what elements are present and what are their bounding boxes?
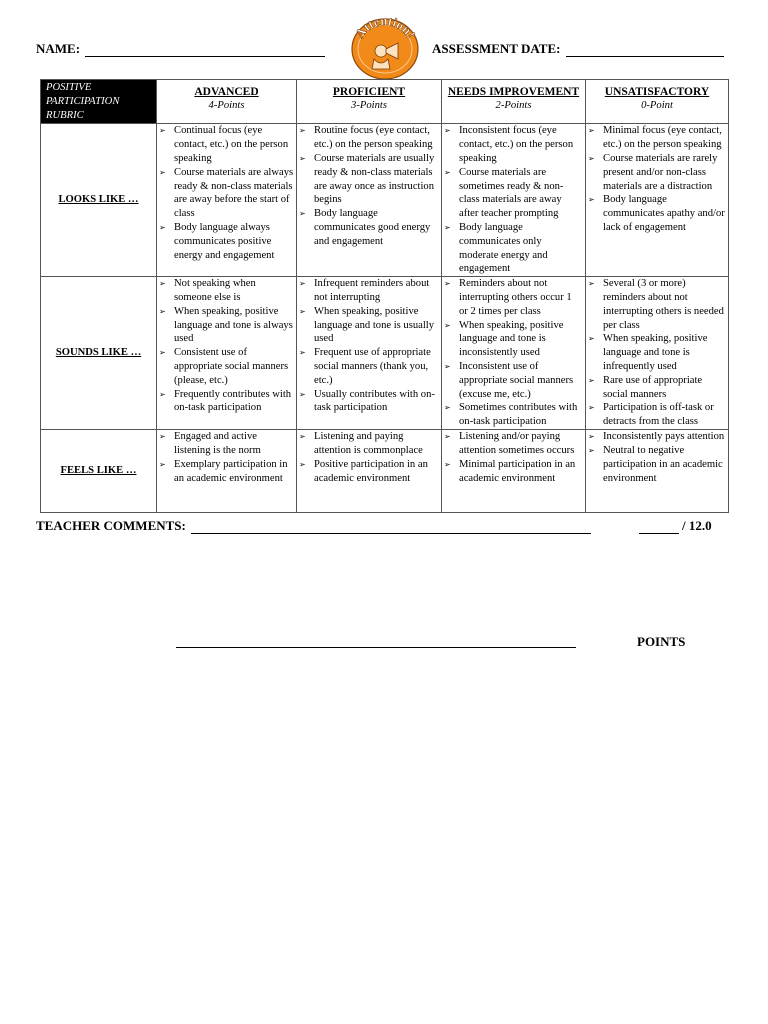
criterion-item: ➢ Inconsistently pays attention [586, 430, 726, 444]
assessment-date-label: ASSESSMENT DATE: [432, 41, 561, 56]
criterion-item: ➢ Participation is off-task or detracts from the class [586, 401, 726, 429]
criterion-item: ➢ Body language always communicates positive energy and engagement [157, 221, 294, 262]
assessment-date-blank-line[interactable] [566, 56, 724, 57]
criterion-item: ➢ Infrequent reminders about not interrupting [297, 277, 439, 305]
criterion-item: ➢ Course materials are sometimes ready & non-class materials are away after teacher prompting [442, 166, 583, 221]
criterion-item: ➢ Course materials are usually ready & non-class materials are away once as instruction begins [297, 152, 439, 207]
criterion-item: ➢ Usually contributes with on-task participation [297, 388, 439, 416]
logo-text: Attention! [351, 15, 419, 41]
criterion-item: ➢ When speaking, positive language and tone is inconsistently used [442, 319, 583, 360]
teacher-comments-line[interactable] [191, 533, 591, 534]
teacher-comments-label: TEACHER COMMENTS: [36, 518, 186, 533]
criterion-item: ➢ Engaged and active listening is the norm [157, 430, 294, 458]
name-blank-line[interactable] [85, 56, 325, 57]
rubric-cell [157, 124, 297, 277]
level-proficient [297, 80, 442, 124]
row-label-looks-like: LOOKS LIKE … [41, 124, 157, 277]
criterion-item: ➢ Several (3 or more) reminders about not interrupting others is needed per class [586, 277, 726, 332]
criterion-item: ➢ Rare use of appropriate social manners [586, 374, 726, 402]
criterion-item: ➢ Not speaking when someone else is [157, 277, 294, 305]
rubric-header-row [41, 80, 729, 124]
assessment-date-field [432, 41, 724, 57]
criterion-item: ➢ Positive participation in an academic environment [297, 458, 439, 486]
criterion-item: ➢ Reminders about not interrupting others occur 1 or 2 times per class [442, 277, 583, 318]
criterion-item: ➢ Body language communicates only moderate energy and engagement [442, 221, 583, 276]
attention-logo-icon [348, 15, 422, 81]
criterion-item: ➢ Continual focus (eye contact, etc.) on the person speaking [157, 124, 294, 165]
criterion-item: ➢ Body language communicates apathy and/or lack of engagement [586, 193, 726, 234]
criterion-item: ➢ Consistent use of appropriate social manners (please, etc.) [157, 346, 294, 387]
rubric-cell [157, 430, 297, 513]
level-points: 0-Point [641, 100, 673, 111]
criterion-item: ➢ When speaking, positive language and tone is usually used [297, 305, 439, 346]
level-points: 2-Points [495, 100, 532, 111]
criterion-item: ➢ Inconsistent focus (eye contact, etc.) on the person speaking [442, 124, 583, 165]
criterion-item: ➢ Sometimes contributes with on-task participation [442, 401, 583, 429]
level-name: PROFICIENT [332, 86, 406, 98]
criterion-item: ➢ Minimal focus (eye contact, etc.) on the person speaking [586, 124, 726, 152]
level-needs-improvement [442, 80, 586, 124]
criterion-item: ➢ Neutral to negative participation in an academic environment [586, 444, 726, 485]
rubric-cell [586, 277, 729, 430]
score-blank-line[interactable] [639, 533, 679, 534]
level-points: 3-Points [351, 100, 387, 111]
criterion-item: ➢ When speaking, positive language and tone is always used [157, 305, 294, 346]
criterion-item: ➢ Frequent use of appropriate social manners (thank you, etc.) [297, 346, 439, 387]
criterion-item: ➢ Body language communicates good energy and engagement [297, 207, 439, 248]
row-label-sounds-like: SOUNDS LIKE … [41, 277, 157, 430]
score-total: / 12.0 [682, 518, 712, 533]
row-label-feels-like: FEELS LIKE … [41, 430, 157, 513]
level-name: UNSATISFACTORY [604, 86, 710, 98]
criterion-item: ➢ When speaking, positive language and tone is infrequently used [586, 332, 726, 373]
score-field [637, 518, 712, 534]
criterion-item: ➢ Routine focus (eye contact, etc.) on the person speaking [297, 124, 439, 152]
criterion-item: ➢ Course materials are rarely present and/or non-class materials are a distraction [586, 152, 726, 193]
criterion-item: ➢ Listening and paying attention is commonplace [297, 430, 439, 458]
rubric-cell [297, 277, 442, 430]
criterion-item: ➢ Exemplary participation in an academic environment [157, 458, 294, 486]
criterion-item: ➢ Course materials are always ready & non-class materials are away before the start of class [157, 166, 294, 221]
rubric-row-looks-like [41, 124, 729, 277]
name-field [36, 41, 325, 57]
rubric-cell [442, 124, 586, 277]
rubric-cell [442, 430, 586, 513]
points-label: POINTS [637, 634, 686, 649]
level-unsatisfactory [586, 80, 729, 124]
level-advanced [157, 80, 297, 124]
criterion-item: ➢ Minimal participation in an academic environment [442, 458, 583, 486]
rubric-cell [586, 124, 729, 277]
rubric-cell [157, 277, 297, 430]
name-label: NAME: [36, 41, 81, 56]
criterion-item: ➢ Listening and/or paying attention sometimes occurs [442, 430, 583, 458]
rubric-cell [442, 277, 586, 430]
participation-rubric-table [40, 79, 729, 513]
level-name: NEEDS IMPROVEMENT [447, 86, 580, 98]
level-name: ADVANCED [194, 86, 259, 98]
rubric-row-sounds-like [41, 277, 729, 430]
criterion-item: ➢ Inconsistent use of appropriate social manners (excuse me, etc.) [442, 360, 583, 401]
rubric-cell [297, 430, 442, 513]
level-points: 4-Points [208, 100, 245, 111]
comments-second-line[interactable] [176, 647, 576, 648]
teacher-comments-field [36, 518, 591, 534]
rubric-row-feels-like [41, 430, 729, 513]
criterion-item: ➢ Frequently contributes with on-task participation [157, 388, 294, 416]
rubric-title: POSITIVE PARTICIPATION RUBRIC [41, 80, 157, 124]
rubric-cell [586, 430, 729, 513]
rubric-cell [297, 124, 442, 277]
